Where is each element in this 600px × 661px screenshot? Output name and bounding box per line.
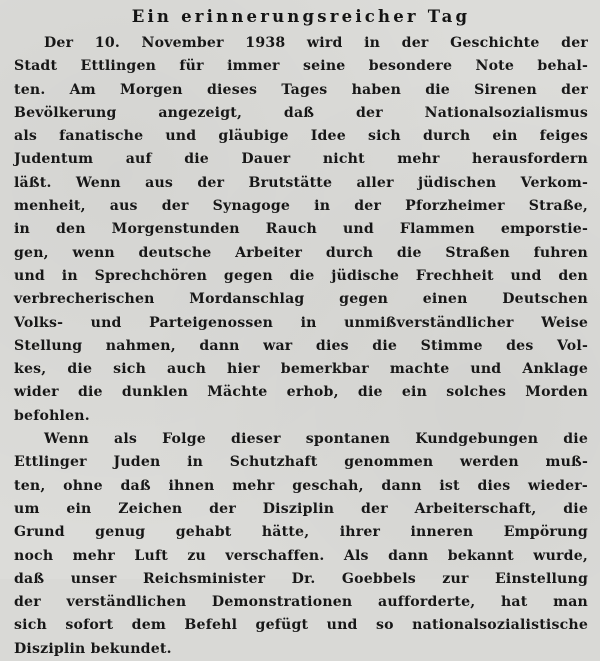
text-line: noch mehr Luft zu verschaffen. Als dann bekannt wurde, — [14, 547, 588, 564]
text-line: sich sofort dem Befehl gefügt und so nationalsozialistische — [14, 617, 588, 634]
text-line: menheit, aus der Synagoge in der Pforzheimer Straße, — [14, 198, 588, 215]
text-line: daß unser Reichsminister Dr. Goebbels zur Einstellung — [14, 570, 588, 587]
text-line: Bevölkerung angezeigt, daß der Nationalsozialismus — [14, 104, 588, 121]
text-line: ten. Am Morgen dieses Tages haben die Sirenen der — [14, 81, 588, 98]
text-line: Volks- und Parteigenossen in unmißverständlicher Weise — [14, 314, 588, 331]
text-line: Disziplin bekundet. — [14, 640, 172, 657]
text-line: Der 10. November 1938 wird in der Geschichte der — [44, 35, 588, 51]
text-line: um ein Zeichen der Disziplin der Arbeiterschaft, die — [14, 500, 588, 517]
text-line: Stadt Ettlingen für immer seine besondere Note behal- — [14, 58, 588, 75]
text-line: ten, ohne daß ihnen mehr geschah, dann ist dies wieder- — [14, 477, 588, 494]
text-line: Stellung nahmen, dann war dies die Stimme des Vol- — [14, 337, 588, 354]
text-line: kes, die sich auch hier bemerkbar machte und Anklage — [14, 361, 588, 378]
text-line: gen, wenn deutsche Arbeiter durch die Straßen fuhren — [14, 244, 588, 261]
text-line: Judentum auf die Dauer nicht mehr herausfordern — [14, 151, 588, 168]
text-line: läßt. Wenn aus der Brutstätte aller jüdischen Verkom- — [14, 174, 588, 191]
text-line: als fanatische und gläubige Idee sich durch ein feiges — [14, 128, 588, 145]
text-line: Wenn als Folge dieser spontanen Kundgebungen die — [44, 431, 588, 448]
text-line: verbrecherischen Mordanschlag gegen einen Deutschen — [14, 291, 588, 308]
article-paragraph-2 — [14, 428, 588, 661]
text-line: befohlen. — [14, 407, 90, 424]
text-line: Grund genug gehabt hätte, ihrer inneren Empörung — [14, 524, 588, 541]
article-paragraph-1 — [14, 32, 588, 428]
text-line: in den Morgenstunden Rauch und Flammen emporstie- — [14, 221, 588, 238]
text-line: der verständlichen Demonstrationen aufforderte, hat man — [14, 594, 588, 611]
article-headline: Ein erinnerungsreicher Tag — [131, 7, 471, 26]
text-line: Ettlinger Juden in Schutzhaft genommen werden muß- — [14, 454, 588, 471]
text-line: und in Sprechchören gegen die jüdische Frechheit und den — [14, 267, 588, 284]
text-line: wider die dunklen Mächte erhob, die ein solches Morden — [14, 384, 588, 401]
